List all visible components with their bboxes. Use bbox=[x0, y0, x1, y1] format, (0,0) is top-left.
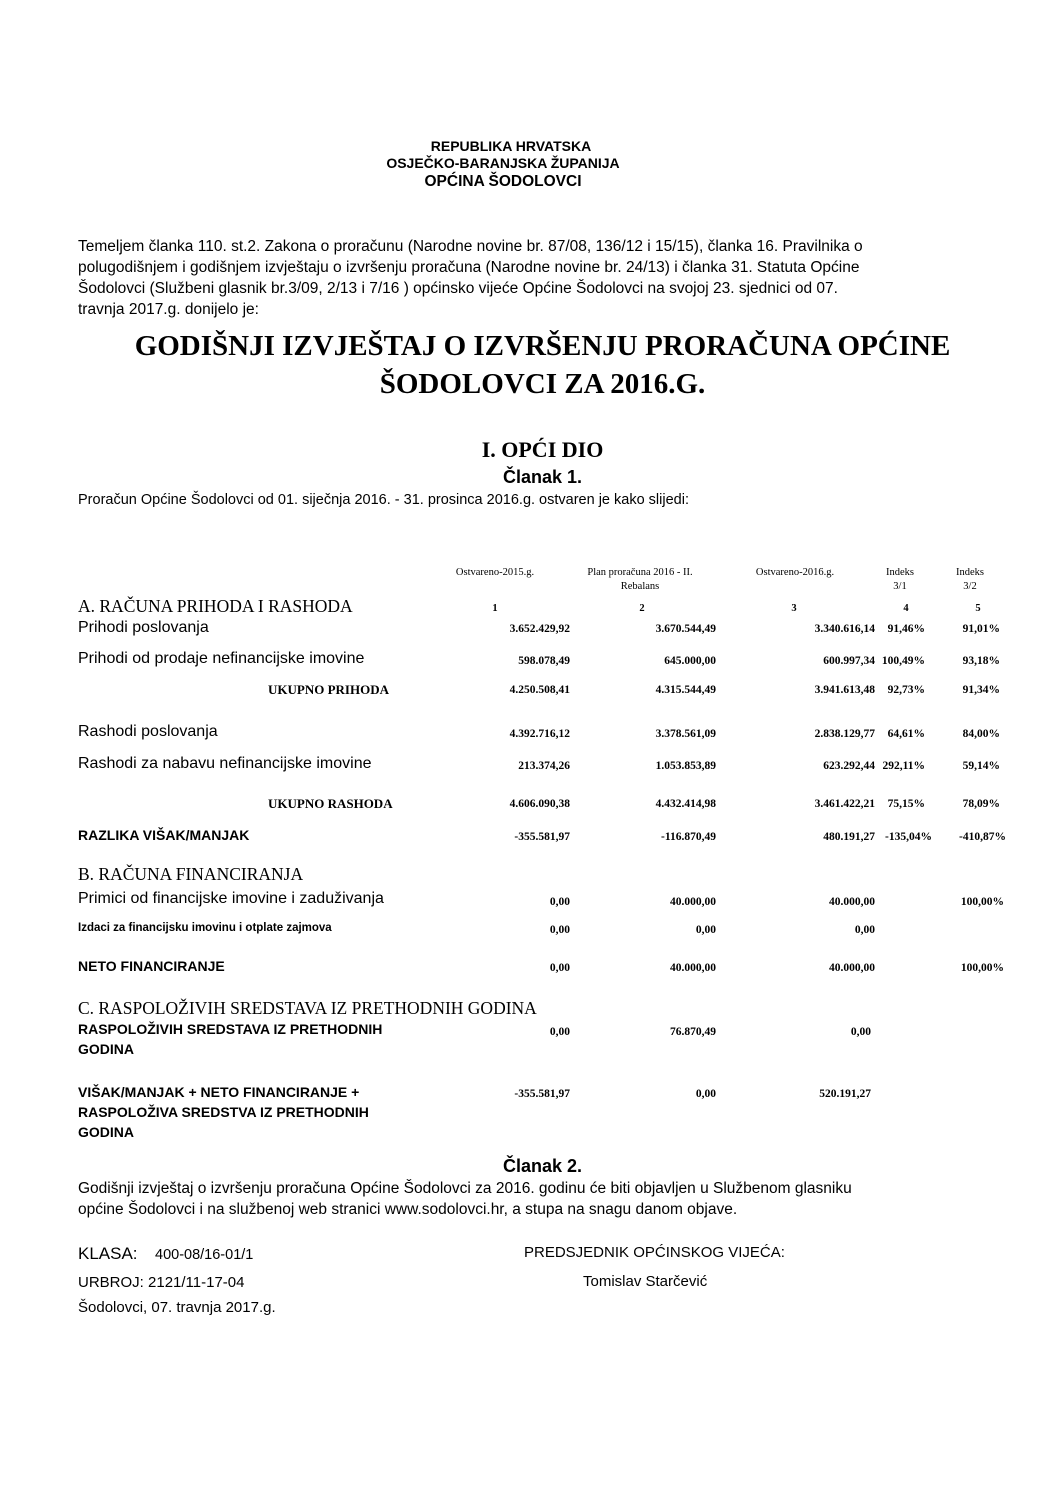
cell-index-3-1: 91,46% bbox=[887, 623, 925, 635]
col-number-4: 4 bbox=[903, 603, 909, 614]
cell-index-3-1: -135,04% bbox=[885, 831, 932, 843]
klasa-label: KLASA: bbox=[78, 1244, 138, 1263]
cell-2016: 0,00 bbox=[850, 1026, 871, 1038]
cell-2016: 40.000,00 bbox=[829, 896, 875, 908]
article-1-heading: Članak 1. bbox=[502, 467, 583, 487]
cell-2016: 2.838.129,77 bbox=[814, 728, 875, 740]
row-label: Primici od financijske imovine i zaduživanja bbox=[78, 890, 384, 907]
president-name: Tomislav Starčević bbox=[583, 1273, 708, 1290]
cell-2016: 40.000,00 bbox=[829, 962, 875, 974]
col-number-3: 3 bbox=[791, 603, 797, 614]
municipality-heading: OPĆINA ŠODOLOVCI bbox=[424, 173, 582, 190]
section-a-heading: A. RAČUNA PRIHODA I RASHODA bbox=[78, 596, 353, 616]
intro-line-3: Šodolovci (Službeni glasnik br.3/09, 2/13 i 7/16 ) općinsko vijeće Općine Šodolovci na svojoj 23. sjednici od 07. bbox=[78, 280, 838, 297]
article-2-line-2: općine Šodolovci i na službenoj web stranici www.sodolovci.hr, a stupa na snagu danom objave. bbox=[78, 1201, 738, 1218]
country-heading: REPUBLIKA HRVATSKA bbox=[430, 138, 592, 154]
row-label: GODINA bbox=[78, 1124, 134, 1140]
cell-2015: 213.374,26 bbox=[518, 760, 570, 772]
section-c-heading: C. RASPOLOŽIVIH SREDSTAVA IZ PRETHODNIH GODINA bbox=[78, 998, 537, 1018]
cell-2015: 3.652.429,92 bbox=[509, 623, 570, 635]
cell-index-3-2: 100,00% bbox=[960, 896, 1004, 908]
col-header-2-sub: Rebalans bbox=[620, 581, 660, 592]
intro-line-2: polugodišnjem i godišnjem izvještaju o izvršenju proračuna (Narodne novine br. 24/13) i članka 31. Statuta Općine bbox=[78, 259, 860, 276]
cell-2016: 480.191,27 bbox=[823, 831, 875, 843]
total-revenue-label: UKUPNO PRIHODA bbox=[268, 682, 389, 697]
cell-2015: 4.392.716,12 bbox=[509, 728, 570, 740]
col-header-4-sub: 3/1 bbox=[893, 581, 907, 592]
section-b-heading: B. RAČUNA FINANCIRANJA bbox=[78, 864, 304, 884]
cell-index-3-1: 292,11% bbox=[882, 760, 925, 772]
cell-plan-2016: -116.870,49 bbox=[661, 831, 716, 843]
cell-2015: 598.078,49 bbox=[518, 655, 570, 667]
klasa-value: 400-08/16-01/1 bbox=[155, 1247, 254, 1263]
col-header-5-sub: 3/2 bbox=[963, 581, 977, 592]
place-date: Šodolovci, 07. travnja 2017.g. bbox=[78, 1299, 276, 1316]
cell-plan-2016: 4.432.414,98 bbox=[655, 798, 716, 810]
cell-2015: 0,00 bbox=[549, 1026, 570, 1038]
row-label: Prihodi od prodaje nefinancijske imovine bbox=[78, 650, 365, 667]
intro-line-4: travnja 2017.g. donijelo je: bbox=[78, 301, 259, 318]
cell-index-3-2: 100,00% bbox=[960, 962, 1004, 974]
col-number-5: 5 bbox=[975, 603, 981, 614]
cell-plan-2016: 40.000,00 bbox=[670, 896, 716, 908]
cell-2015: 0,00 bbox=[549, 962, 570, 974]
cell-2016: 623.292,44 bbox=[823, 760, 875, 772]
cell-index-3-2: 93,18% bbox=[962, 655, 1000, 667]
cell-2015: 0,00 bbox=[549, 924, 570, 936]
part-heading: I. OPĆI DIO bbox=[481, 437, 604, 462]
article-2-line-1: Godišnji izvještaj o izvršenju proračuna Općine Šodolovci za 2016. godinu će biti objavljen u Službenom glasniku bbox=[78, 1180, 852, 1197]
total-expense-label: UKUPNO RASHODA bbox=[268, 796, 393, 811]
col-number-2: 2 bbox=[639, 603, 645, 614]
row-label: Izdaci za financijsku imovinu i otplate zajmova bbox=[78, 922, 332, 934]
cell-2016: 3.941.613,48 bbox=[814, 684, 875, 696]
cell-index-3-2: 91,34% bbox=[962, 684, 1000, 696]
cell-2016: 600.997,34 bbox=[823, 655, 875, 667]
row-label: VIŠAK/MANJAK + NETO FINANCIRANJE + bbox=[78, 1084, 360, 1100]
cell-plan-2016: 645.000,00 bbox=[664, 655, 716, 667]
cell-plan-2016: 76.870,49 bbox=[670, 1026, 716, 1038]
cell-2016: 3.461.422,21 bbox=[814, 798, 875, 810]
net-financing-label: NETO FINANCIRANJE bbox=[78, 958, 225, 974]
cell-2015: -355.581,97 bbox=[514, 1088, 570, 1100]
intro-line-1: Temeljem članka 110. st.2. Zakona o proračunu (Narodne novine br. 87/08, 136/12 i 15/15), članka 16. Pravilnika o bbox=[78, 238, 863, 255]
cell-plan-2016: 0,00 bbox=[695, 924, 716, 936]
difference-label: RAZLIKA VIŠAK/MANJAK bbox=[78, 827, 250, 843]
county-heading: OSJEČKO-BARANJSKA ŽUPANIJA bbox=[386, 155, 620, 171]
cell-index-3-2: 84,00% bbox=[962, 728, 1000, 740]
article-2-heading: Članak 2. bbox=[502, 1156, 583, 1176]
col-header-4: Indeks bbox=[886, 567, 914, 578]
urbroj: URBROJ: 2121/11-17-04 bbox=[78, 1274, 245, 1291]
col-header-1: Ostvareno-2015.g. bbox=[455, 567, 535, 578]
cell-plan-2016: 3.670.544,49 bbox=[655, 623, 716, 635]
cell-plan-2016: 1.053.853,89 bbox=[655, 760, 716, 772]
col-header-5: Indeks bbox=[956, 567, 984, 578]
cell-plan-2016: 4.315.544,49 bbox=[655, 684, 716, 696]
cell-2015: 0,00 bbox=[549, 896, 570, 908]
cell-index-3-2: 59,14% bbox=[962, 760, 1000, 772]
president-title: PREDSJEDNIK OPĆINSKOG VIJEĆA: bbox=[524, 1244, 785, 1261]
document-title-line-1: GODIŠNJI IZVJEŠTAJ O IZVRŠENJU PRORAČUNA OPĆINE bbox=[134, 330, 951, 362]
row-label: Prihodi poslovanja bbox=[78, 619, 209, 636]
cell-plan-2016: 0,00 bbox=[695, 1088, 716, 1100]
cell-2016: 3.340.616,14 bbox=[814, 623, 875, 635]
cell-2015: 4.606.090,38 bbox=[509, 798, 570, 810]
cell-2016: 520.191,27 bbox=[819, 1088, 871, 1100]
cell-plan-2016: 3.378.561,09 bbox=[655, 728, 716, 740]
cell-index-3-1: 100,49% bbox=[881, 655, 925, 667]
article-1-text: Proračun Općine Šodolovci od 01. siječnja 2016. - 31. prosinca 2016.g. ostvaren je kako slijedi: bbox=[78, 492, 689, 508]
document-title-line-2: ŠODOLOVCI ZA 2016.G. bbox=[379, 368, 706, 400]
col-header-2: Plan proračuna 2016 - II. bbox=[587, 567, 693, 578]
cell-plan-2016: 40.000,00 bbox=[670, 962, 716, 974]
row-label: RASPOLOŽIVIH SREDSTAVA IZ PRETHODNIH bbox=[78, 1021, 383, 1037]
row-label: Rashodi poslovanja bbox=[78, 723, 218, 740]
row-label: GODINA bbox=[78, 1041, 134, 1057]
cell-index-3-2: 91,01% bbox=[962, 623, 1000, 635]
row-label: Rashodi za nabavu nefinancijske imovine bbox=[78, 755, 372, 772]
cell-index-3-1: 92,73% bbox=[887, 684, 925, 696]
row-label: RASPOLOŽIVA SREDSTVA IZ PRETHODNIH bbox=[78, 1104, 369, 1120]
cell-2016: 0,00 bbox=[854, 924, 875, 936]
cell-index-3-2: 78,09% bbox=[962, 798, 1000, 810]
cell-index-3-1: 75,15% bbox=[887, 798, 925, 810]
col-header-3: Ostvareno-2016.g. bbox=[755, 567, 835, 578]
cell-2015: -355.581,97 bbox=[514, 831, 570, 843]
cell-index-3-2: -410,87% bbox=[959, 831, 1006, 843]
cell-index-3-1: 64,61% bbox=[887, 728, 925, 740]
cell-2015: 4.250.508,41 bbox=[509, 684, 570, 696]
col-number-1: 1 bbox=[492, 603, 498, 614]
